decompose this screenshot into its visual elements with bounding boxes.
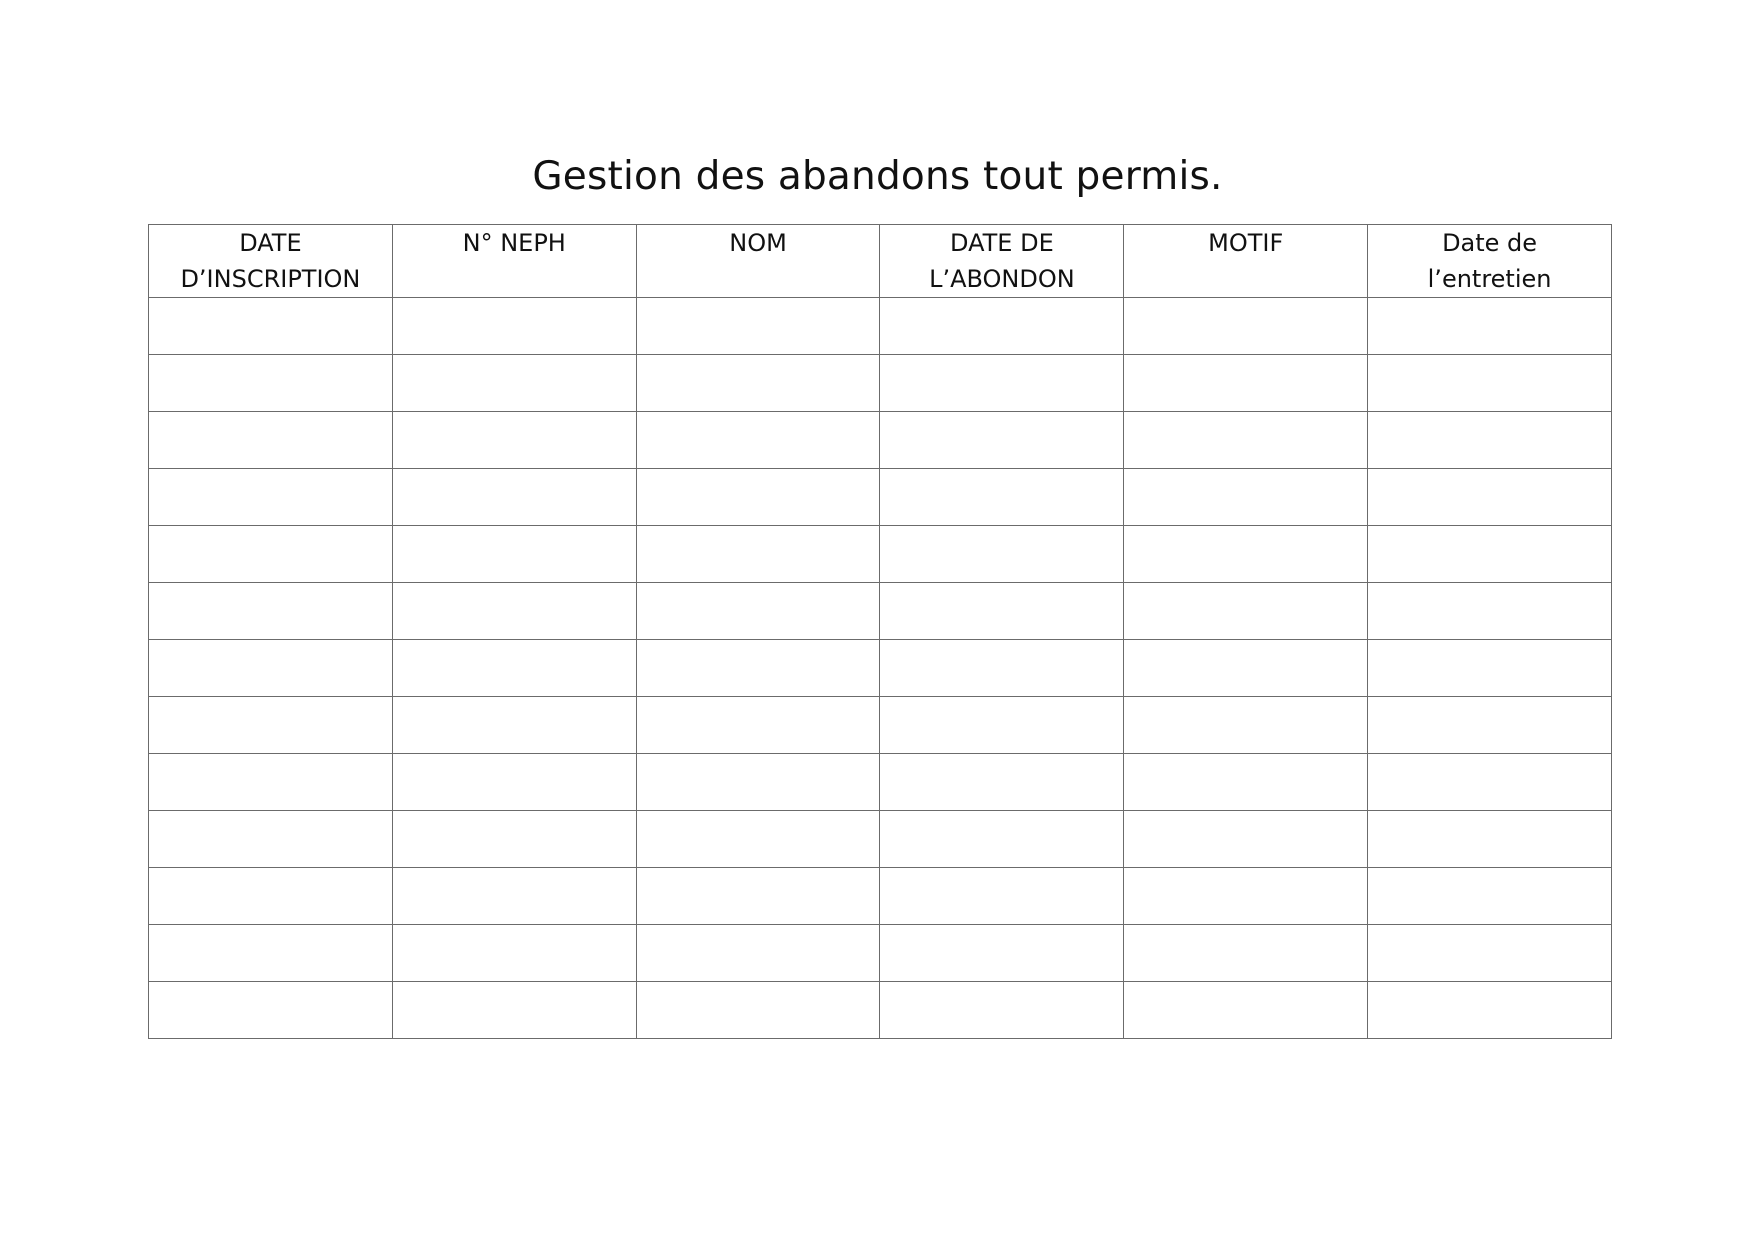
cell-date-abandon[interactable] xyxy=(880,697,1124,754)
cell-neph[interactable] xyxy=(392,298,636,355)
cell-date-entretien[interactable] xyxy=(1368,925,1612,982)
header-row xyxy=(149,225,1612,298)
cell-date-abandon[interactable] xyxy=(880,469,1124,526)
cell-date-abandon[interactable] xyxy=(880,640,1124,697)
header-date-inscription: DATE D’INSCRIPTION xyxy=(149,225,393,298)
cell-nom[interactable] xyxy=(636,583,880,640)
cell-date-abandon[interactable] xyxy=(880,355,1124,412)
cell-neph[interactable] xyxy=(392,355,636,412)
cell-date-abandon[interactable] xyxy=(880,982,1124,1039)
cell-date-abandon[interactable] xyxy=(880,925,1124,982)
cell-date-abandon[interactable] xyxy=(880,754,1124,811)
cell-nom[interactable] xyxy=(636,925,880,982)
cell-nom[interactable] xyxy=(636,526,880,583)
cell-date-entretien[interactable] xyxy=(1368,298,1612,355)
table-row xyxy=(149,412,1612,469)
cell-neph[interactable] xyxy=(392,583,636,640)
cell-nom[interactable] xyxy=(636,754,880,811)
header-date-entretien: Date de l’entretien xyxy=(1368,225,1612,298)
cell-date-inscription[interactable] xyxy=(149,640,393,697)
cell-date-inscription[interactable] xyxy=(149,982,393,1039)
table-row xyxy=(149,583,1612,640)
cell-date-abandon[interactable] xyxy=(880,298,1124,355)
cell-neph[interactable] xyxy=(392,469,636,526)
cell-motif[interactable] xyxy=(1124,583,1368,640)
cell-motif[interactable] xyxy=(1124,469,1368,526)
cell-date-inscription[interactable] xyxy=(149,298,393,355)
cell-nom[interactable] xyxy=(636,298,880,355)
cell-date-abandon[interactable] xyxy=(880,811,1124,868)
cell-neph[interactable] xyxy=(392,754,636,811)
cell-motif[interactable] xyxy=(1124,526,1368,583)
header-nom: NOM xyxy=(636,225,880,298)
cell-nom[interactable] xyxy=(636,697,880,754)
cell-motif[interactable] xyxy=(1124,982,1368,1039)
cell-motif[interactable] xyxy=(1124,754,1368,811)
cell-nom[interactable] xyxy=(636,640,880,697)
cell-neph[interactable] xyxy=(392,526,636,583)
cell-neph[interactable] xyxy=(392,412,636,469)
cell-motif[interactable] xyxy=(1124,298,1368,355)
cell-date-abandon[interactable] xyxy=(880,583,1124,640)
cell-date-inscription[interactable] xyxy=(149,697,393,754)
cell-date-entretien[interactable] xyxy=(1368,355,1612,412)
cell-date-entretien[interactable] xyxy=(1368,697,1612,754)
table-row xyxy=(149,298,1612,355)
table-row xyxy=(149,469,1612,526)
cell-date-inscription[interactable] xyxy=(149,868,393,925)
cell-nom[interactable] xyxy=(636,811,880,868)
cell-date-entretien[interactable] xyxy=(1368,640,1612,697)
cell-date-inscription[interactable] xyxy=(149,412,393,469)
cell-motif[interactable] xyxy=(1124,868,1368,925)
table-header xyxy=(149,225,1612,298)
cell-date-abandon[interactable] xyxy=(880,526,1124,583)
cell-date-inscription[interactable] xyxy=(149,925,393,982)
cell-neph[interactable] xyxy=(392,811,636,868)
cell-date-abandon[interactable] xyxy=(880,868,1124,925)
cell-neph[interactable] xyxy=(392,697,636,754)
cell-motif[interactable] xyxy=(1124,640,1368,697)
cell-nom[interactable] xyxy=(636,412,880,469)
cell-nom[interactable] xyxy=(636,355,880,412)
header-motif: MOTIF xyxy=(1124,225,1368,298)
cell-date-entretien[interactable] xyxy=(1368,868,1612,925)
header-date-abandon: DATE DE L’ABONDON xyxy=(880,225,1124,298)
cell-date-entretien[interactable] xyxy=(1368,982,1612,1039)
cell-motif[interactable] xyxy=(1124,925,1368,982)
table-body xyxy=(149,298,1612,1039)
table-row xyxy=(149,868,1612,925)
cell-date-entretien[interactable] xyxy=(1368,754,1612,811)
cell-neph[interactable] xyxy=(392,925,636,982)
cell-neph[interactable] xyxy=(392,640,636,697)
cell-date-inscription[interactable] xyxy=(149,811,393,868)
table-row xyxy=(149,355,1612,412)
table-row xyxy=(149,640,1612,697)
cell-motif[interactable] xyxy=(1124,412,1368,469)
cell-nom[interactable] xyxy=(636,868,880,925)
cell-date-inscription[interactable] xyxy=(149,469,393,526)
page-title: Gestion des abandons tout permis. xyxy=(532,154,1223,199)
cell-date-entretien[interactable] xyxy=(1368,469,1612,526)
cell-date-inscription[interactable] xyxy=(149,583,393,640)
table-row xyxy=(149,811,1612,868)
cell-motif[interactable] xyxy=(1124,697,1368,754)
cell-date-inscription[interactable] xyxy=(149,355,393,412)
cell-date-entretien[interactable] xyxy=(1368,583,1612,640)
table-row xyxy=(149,754,1612,811)
table-row xyxy=(149,526,1612,583)
cell-nom[interactable] xyxy=(636,469,880,526)
cell-motif[interactable] xyxy=(1124,355,1368,412)
table-row xyxy=(149,925,1612,982)
cell-date-inscription[interactable] xyxy=(149,754,393,811)
cell-neph[interactable] xyxy=(392,868,636,925)
cell-neph[interactable] xyxy=(392,982,636,1039)
cell-date-inscription[interactable] xyxy=(149,526,393,583)
header-neph: N° NEPH xyxy=(392,225,636,298)
table-row xyxy=(149,982,1612,1039)
table-row xyxy=(149,697,1612,754)
cell-date-entretien[interactable] xyxy=(1368,526,1612,583)
cell-date-entretien[interactable] xyxy=(1368,811,1612,868)
cell-motif[interactable] xyxy=(1124,811,1368,868)
cell-nom[interactable] xyxy=(636,982,880,1039)
cell-date-entretien[interactable] xyxy=(1368,412,1612,469)
cell-date-abandon[interactable] xyxy=(880,412,1124,469)
abandons-table xyxy=(148,224,1612,1039)
